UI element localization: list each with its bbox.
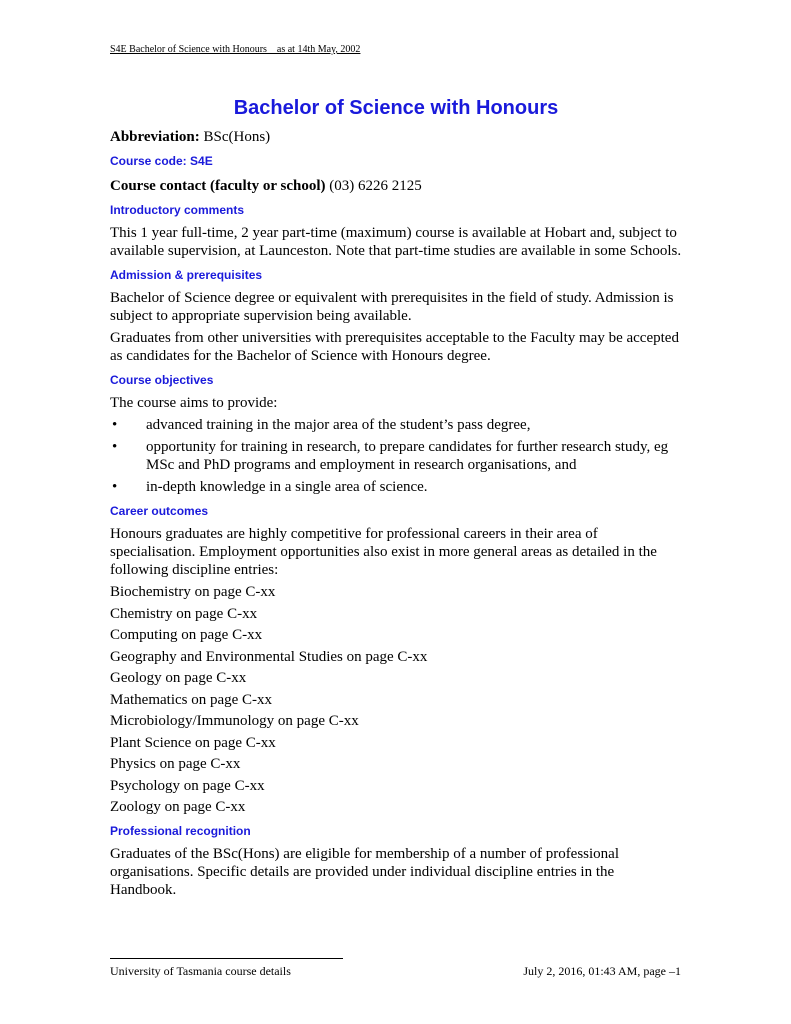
intro-text: This 1 year full-time, 2 year part-time (maximum) course is available at Hobart and, subject to available supervision, at Launceston. Note that part-time studies are available in some Schools. (110, 225, 682, 259)
career-text: Honours graduates are highly competitive for professional careers in their area of specialisation. Employment opportunities also exist in more general areas as detailed in the following discipline entries: (110, 526, 657, 578)
discipline-entry: Chemistry on page C-xx (110, 605, 258, 622)
list-item (110, 478, 682, 496)
admission-text-1: Bachelor of Science degree or equivalent with prerequisites in the field of study. Admission is subject to appropriate supervision being available. (110, 290, 674, 324)
abbreviation-line (110, 128, 682, 146)
recognition-text: Graduates of the BSc(Hons) are eligible for membership of a number of professional organisations. Specific details are provided under individual discipline entries in the Handbook. (110, 846, 620, 898)
abbreviation-value: BSc(Hons) (203, 129, 271, 145)
bullet-icon: • (112, 479, 118, 495)
document-title: Bachelor of Science with Honours (233, 97, 559, 119)
document-body (110, 128, 682, 903)
bullet-icon: • (112, 439, 118, 455)
abbreviation-label: Abbreviation: (110, 129, 200, 145)
list-item (110, 416, 682, 434)
list-item-text: in-depth knowledge in a single area of science. (146, 479, 428, 495)
discipline-entry: Psychology on page C-xx (110, 777, 265, 794)
discipline-entry: Geography and Environmental Studies on page C-xx (110, 648, 428, 665)
contact-line (110, 177, 682, 195)
admission-text-2: Graduates from other universities with prerequisites acceptable to the Faculty may be accepted as candidates for the Bachelor of Science with Honours degree. (110, 330, 679, 364)
discipline-entry: Biochemistry on page C-xx (110, 584, 276, 600)
page-header: S4E Bachelor of Science with Honours as at 14th May, 2002 (110, 44, 361, 55)
discipline-entry: Microbiology/Immunology on page C-xx (110, 713, 359, 729)
discipline-entry: Mathematics on page C-xx (110, 691, 273, 708)
objectives-heading: Course objectives (110, 373, 214, 387)
objectives-intro: The course aims to provide: (110, 395, 278, 411)
bullet-icon: • (112, 417, 118, 433)
intro-heading: Introductory comments (110, 203, 245, 217)
discipline-entry: Computing on page C-xx (110, 627, 263, 643)
list-item-text: advanced training in the major area of the student’s pass degree, (146, 417, 531, 433)
contact-value: (03) 6226 2125 (329, 178, 422, 194)
career-heading: Career outcomes (110, 504, 209, 518)
list-item-text: opportunity for training in research, to prepare candidates for further research study, eg MSc and PhD programs and employment in research organisations, and (146, 439, 669, 473)
objectives-list (110, 416, 682, 496)
discipline-entry: Physics on page C-xx (110, 756, 241, 772)
discipline-list (110, 583, 682, 816)
contact-label: Course contact (faculty or school) (110, 178, 326, 194)
list-item (110, 438, 682, 474)
footer-left: University of Tasmania course details (110, 964, 291, 978)
discipline-entry: Geology on page C-xx (110, 670, 247, 686)
admission-heading: Admission & prerequisites (110, 268, 263, 282)
discipline-entry: Zoology on page C-xx (110, 799, 246, 815)
course-code-heading: Course code: S4E (110, 154, 213, 168)
footer-right: July 2, 2016, 01:43 AM, page –1 (523, 964, 681, 978)
footer-divider (110, 958, 343, 959)
discipline-entry: Plant Science on page C-xx (110, 734, 276, 751)
recognition-heading: Professional recognition (110, 824, 251, 838)
